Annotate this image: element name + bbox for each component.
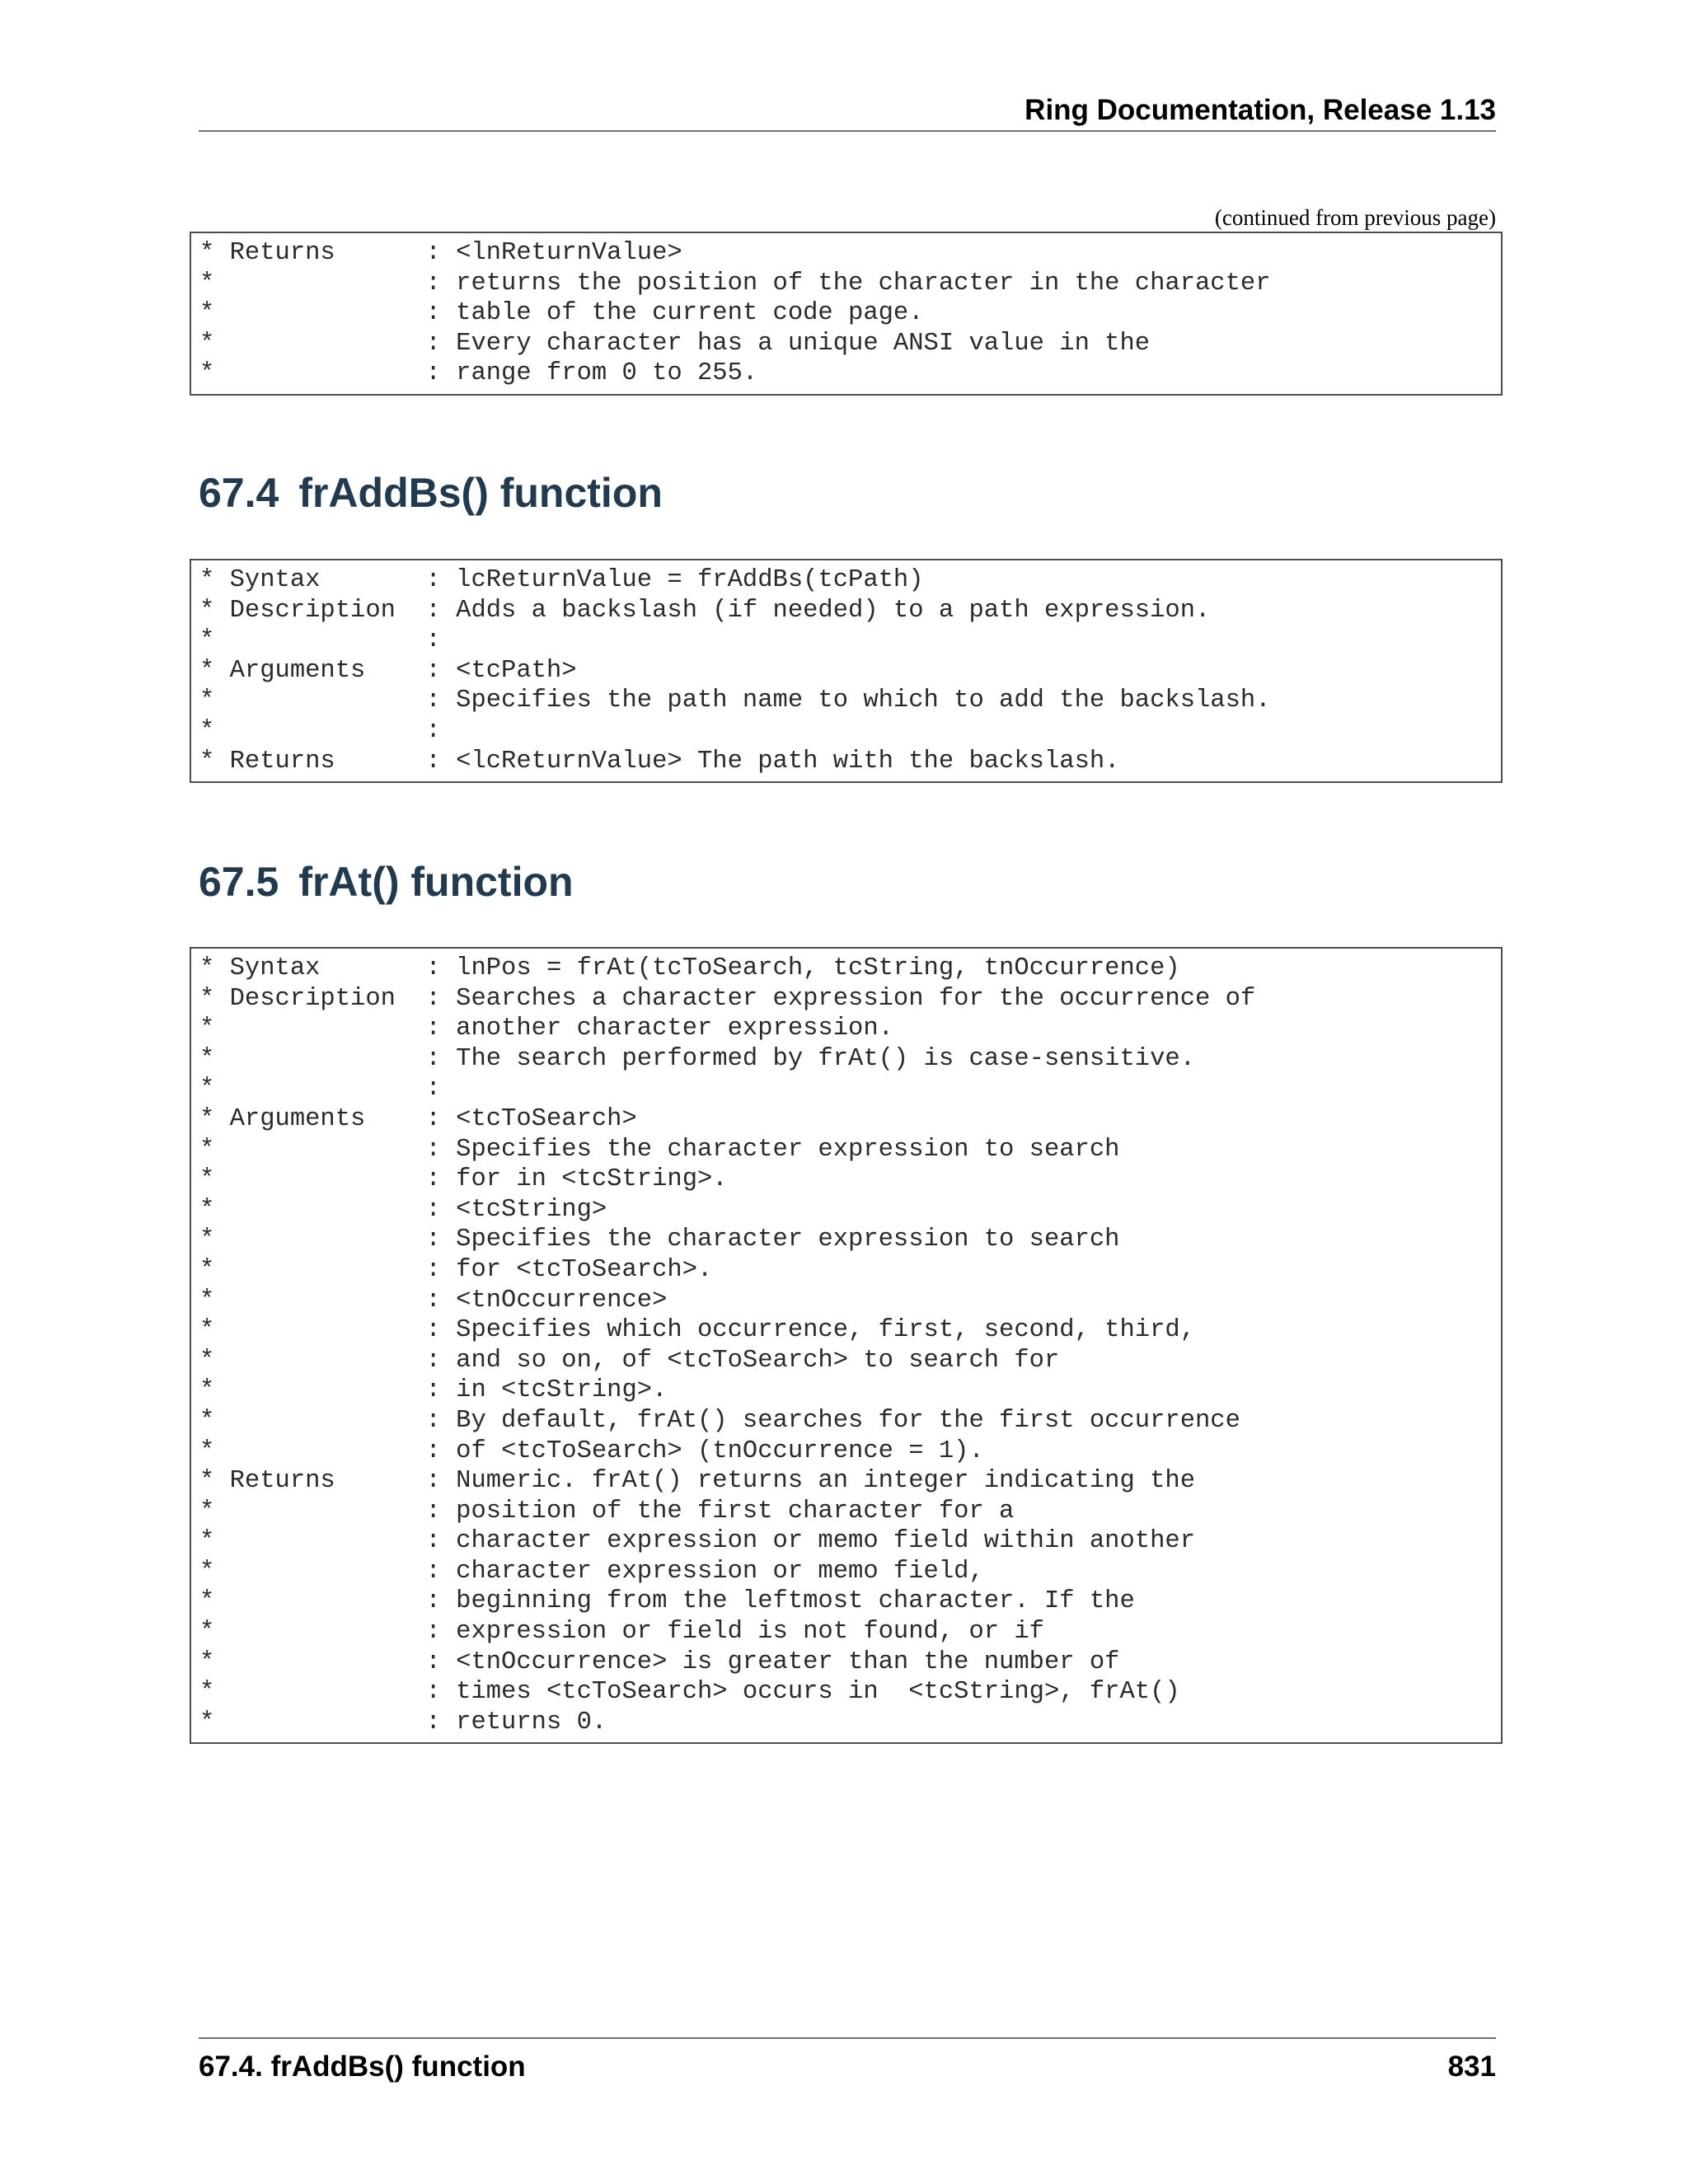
code-line: * : another character expression. — [199, 1015, 893, 1043]
code-line: * : beginning from the leftmost character. If the — [199, 1587, 1135, 1616]
code-line: * : for <tcToSearch>. — [199, 1255, 713, 1284]
code-line: * : expression or field is not found, or if — [199, 1618, 1044, 1647]
code-line: * : character expression or memo field, — [199, 1557, 984, 1586]
code-line: * : and so on, of <tcToSearch> to search for — [199, 1346, 1060, 1375]
section-number: 67.4 — [199, 470, 279, 516]
footer-section-title: 67.4. frAddBs() function — [199, 2050, 526, 2083]
code-line: * : table of the current code page. — [199, 299, 924, 328]
code-line: * : character expression or memo field within another — [199, 1527, 1195, 1556]
code-line: * : position of the first character for a — [199, 1497, 1015, 1526]
code-line: * : Specifies the character expression to search — [199, 1226, 1120, 1254]
section-title-text: frAt() function — [298, 859, 574, 905]
code-line: * Returns : <lcReturnValue> The path with the backslash. — [199, 747, 1120, 776]
code-line: * : Specifies the character expression to search — [199, 1135, 1120, 1164]
code-line: * Syntax : lnPos = frAt(tcToSearch, tcString, tnOccurrence) — [199, 954, 1180, 982]
code-line: * : <tnOccurrence> is greater than the number of — [199, 1647, 1120, 1676]
code-line: * : times <tcToSearch> occurs in <tcString>, frAt() — [199, 1678, 1180, 1707]
code-line: * : returns 0. — [199, 1708, 607, 1736]
code-line: * : Specifies the path name to which to add the backslash. — [199, 687, 1271, 715]
code-block-frat — [190, 947, 1503, 1744]
section-heading-67-5 — [199, 857, 574, 907]
code-line: * : <tnOccurrence> — [199, 1286, 668, 1315]
code-line: * Returns : Numeric. frAt() returns an integer indicating the — [199, 1467, 1195, 1496]
code-line: * : range from 0 to 255. — [199, 359, 758, 388]
code-line: * : in <tcString>. — [199, 1376, 668, 1405]
code-line: * : for in <tcString>. — [199, 1165, 728, 1194]
page-footer — [199, 2037, 1496, 2085]
code-line: * : — [199, 716, 441, 745]
code-line: * Description : Searches a character expression for the occurrence of — [199, 984, 1256, 1013]
section-number: 67.5 — [199, 859, 279, 905]
code-line: * Returns : <lnReturnValue> — [199, 239, 682, 267]
code-line: * : Every character has a unique ANSI value in the — [199, 329, 1151, 358]
continued-note: (continued from previous page) — [1214, 205, 1496, 230]
code-line: * : returns the position of the character in the character — [199, 269, 1271, 298]
header-title: Ring Documentation, Release 1.13 — [1025, 94, 1496, 126]
code-block-fraddbs — [190, 559, 1503, 783]
code-line: * : — [199, 1075, 441, 1104]
code-line: * : By default, frAt() searches for the first occurrence — [199, 1406, 1240, 1435]
section-title-text: frAddBs() function — [298, 470, 663, 516]
code-line: * : of <tcToSearch> (tnOccurrence = 1). — [199, 1436, 984, 1465]
code-line: * : Specifies which occurrence, first, second, third, — [199, 1316, 1195, 1345]
code-line: * : — [199, 626, 441, 655]
code-line: * Description : Adds a backslash (if needed) to a path expression. — [199, 596, 1211, 625]
code-line: * Arguments : <tcToSearch> — [199, 1104, 637, 1133]
page-header — [199, 91, 1496, 132]
page-number: 831 — [1447, 2050, 1496, 2083]
section-heading-67-4 — [199, 468, 663, 518]
code-line: * : The search performed by frAt() is case-sensitive. — [199, 1044, 1195, 1073]
code-line: * : <tcString> — [199, 1195, 607, 1224]
code-line: * Arguments : <tcPath> — [199, 656, 577, 685]
code-block-continued — [190, 232, 1503, 396]
code-line: * Syntax : lcReturnValue = frAddBs(tcPath) — [199, 566, 924, 594]
